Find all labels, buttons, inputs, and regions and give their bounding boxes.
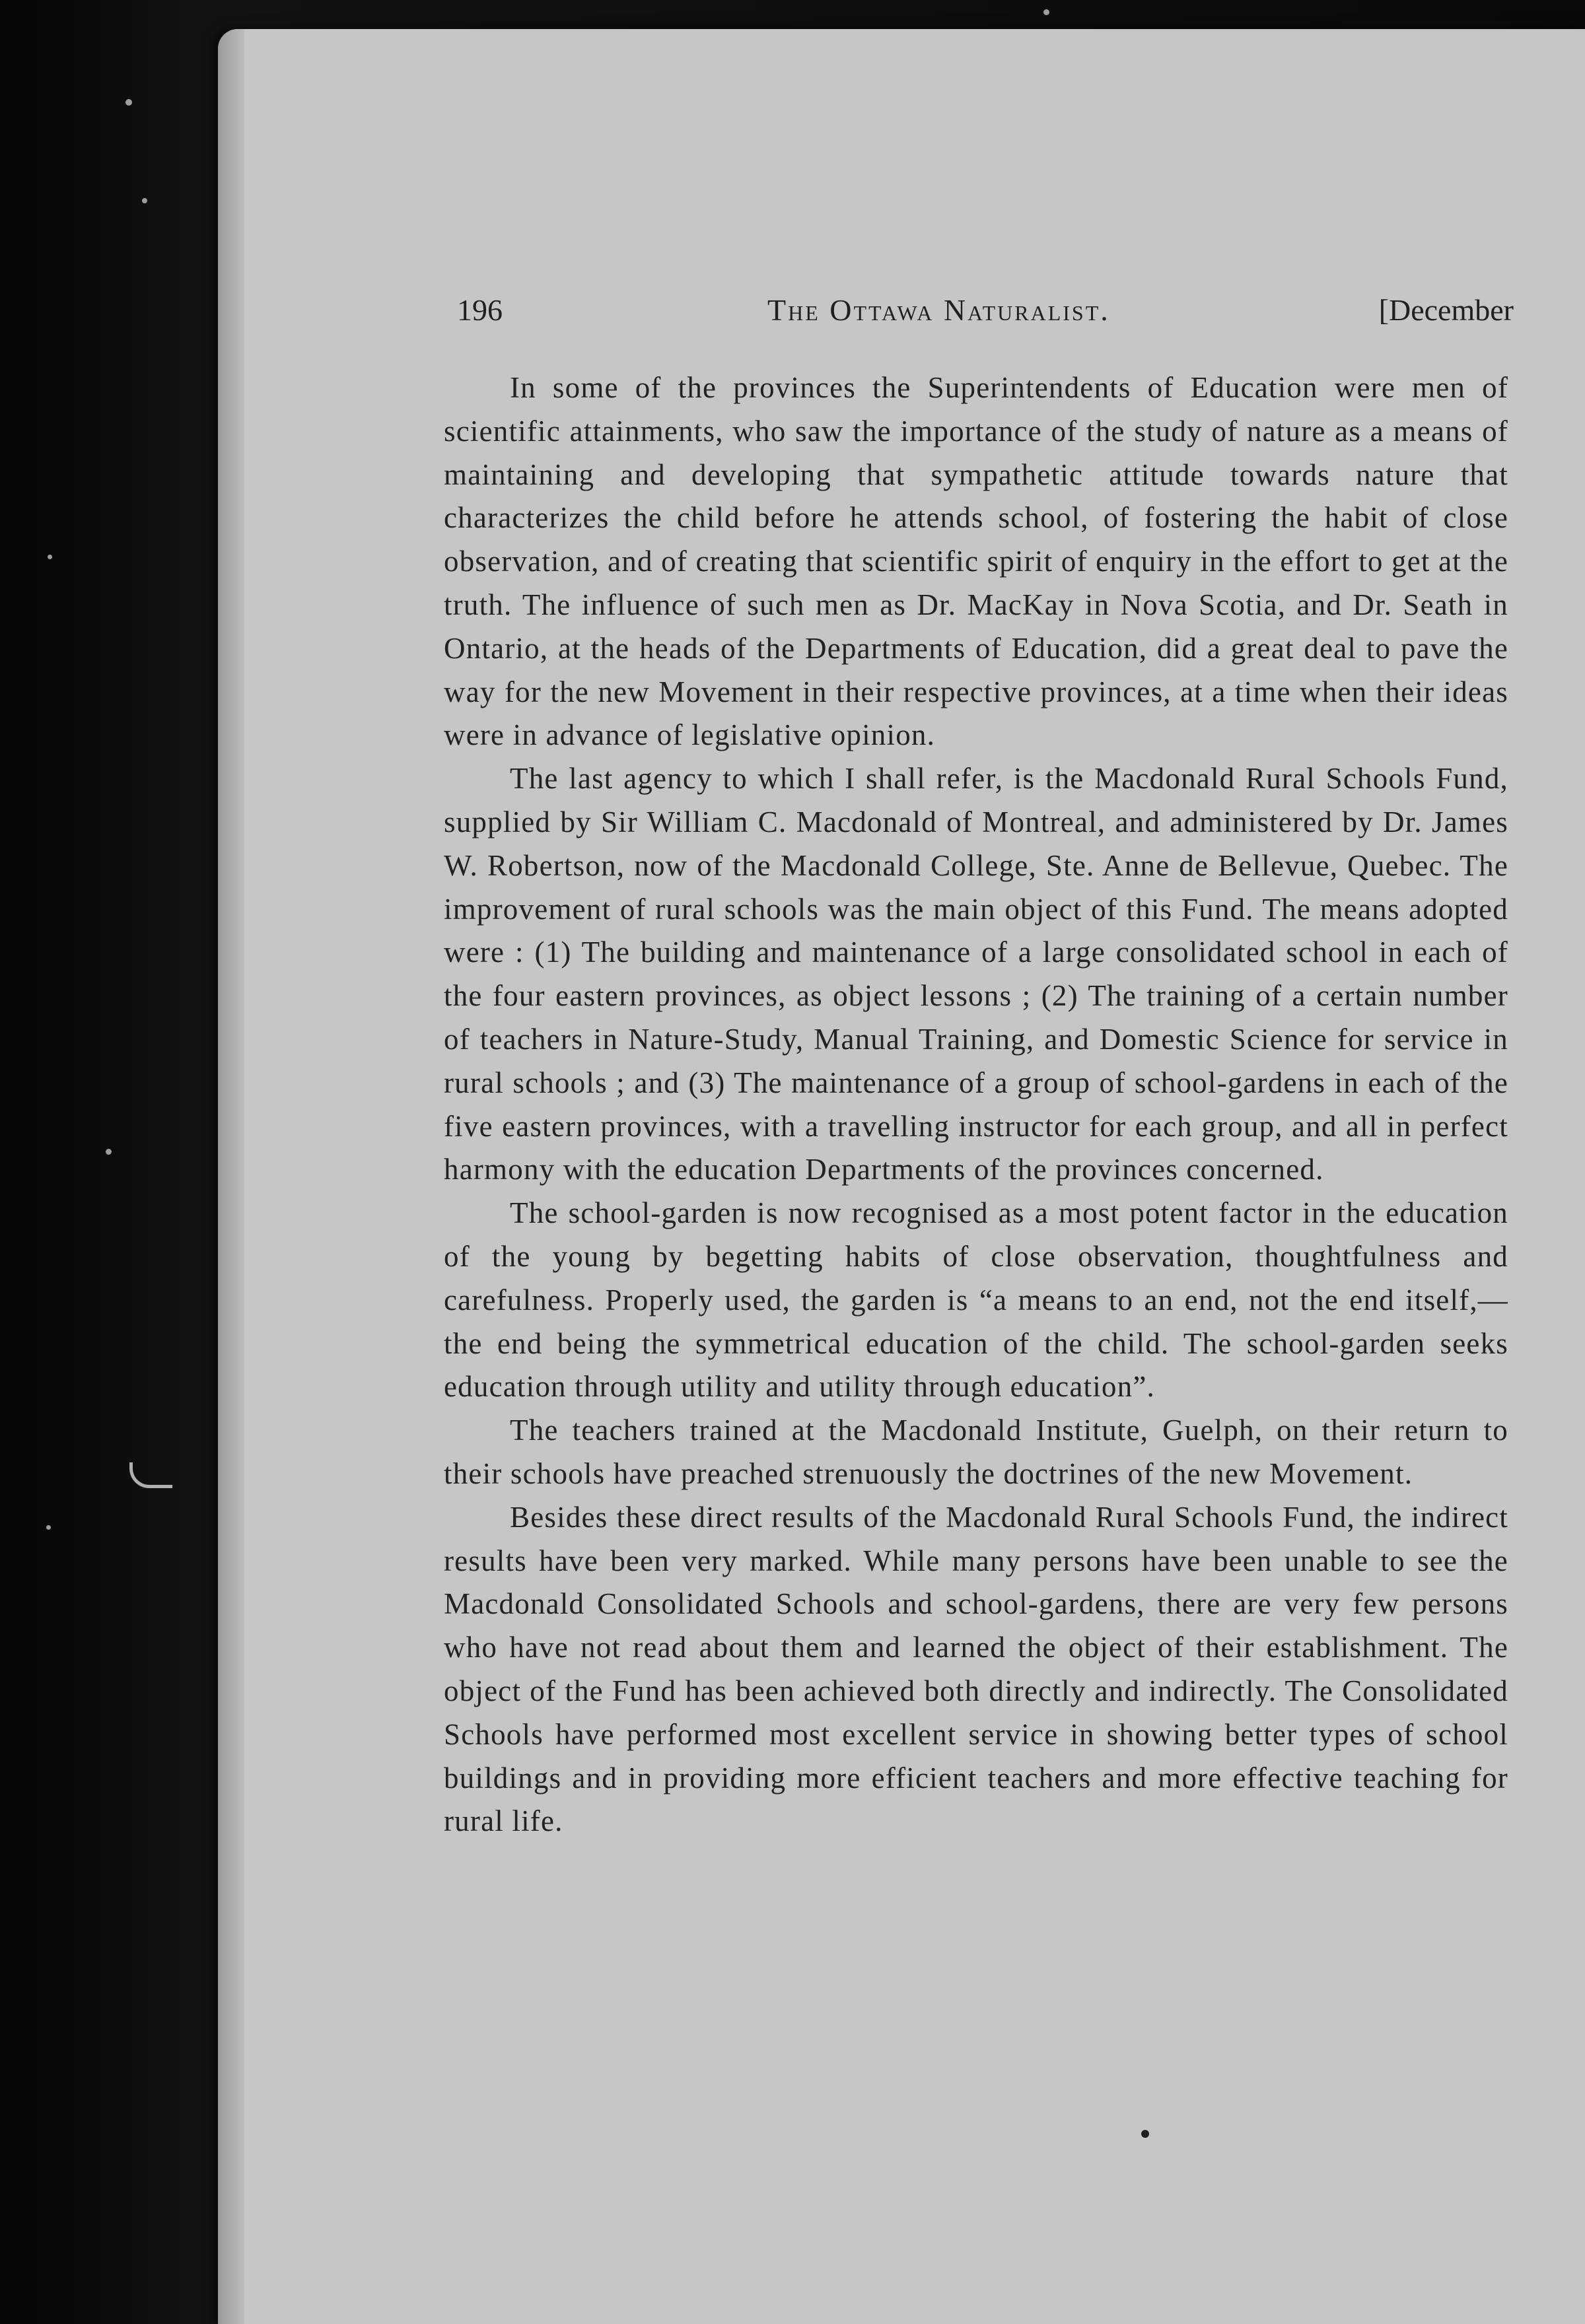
dust-speck xyxy=(125,99,132,106)
paragraph-macdonald-fund: The last agency to which I shall refer, is the Macdonald Rural Schools Fund, supplied by Sir William C. Macdonald of Montreal, and administered by Dr. James W. Robertson, now of the Macdonald College, Ste. Anne de Bellevue, Quebec. The improvement of rural schools was the main object of this Fund. The means adopted were : (1) The building and maintenance of a large consolidated school in each of the four eastern provinces, as object lessons ; (2) The training of a certain number of teachers in Nature-Study, Manual Training, and Domestic Science for service in rural schools ; and (3) The maintenance of a group of school-gardens in each of the five eastern provinces, with a travelling instructor for each group, and all in perfect harmony with the education Departments of the provinces concerned. xyxy=(444,762,1508,1186)
dust-speck xyxy=(46,1525,51,1530)
running-head xyxy=(457,290,1514,330)
journal-title: The Ottawa Naturalist. xyxy=(767,293,1110,327)
dust-speck xyxy=(142,198,147,203)
paragraph-superintendents: In some of the provinces the Superintendents of Education were men of scientific attainments, who saw the importance of the study of nature as a means of maintaining and developing that sympathetic attitude towards nature that characterizes the child before he attends school, of fostering the habit of close observation, and of creating that scientific spirit of enquiry in the effort to get at the truth. The influence of such men as Dr. MacKay in Nova Scotia, and Dr. Seath in Ontario, at the heads of the Departments of Education, did a great deal to pave the way for the new Movement in their respective provinces, at a time when their ideas were in advance of legislative opinion. xyxy=(444,371,1508,752)
page-number: 196 xyxy=(457,293,503,327)
paragraph-indirect-results: Besides these direct results of the Macdonald Rural Schools Fund, the indirect results have been very marked. While many persons have been unable to see the Macdonald Consolidated Schools and school-gardens, there are very few persons who have not read about them and learned the object of their establishment. The object of the Fund has been achieved both directly and indirectly. The Consolidated Schools have performed most excellent service in showing better types of school buildings and in providing more efficient teachers and more effective teaching for rural life. xyxy=(444,1500,1508,1838)
dust-speck xyxy=(106,1149,112,1155)
ink-dot xyxy=(1141,2130,1149,2138)
dust-speck xyxy=(48,555,52,559)
article-body xyxy=(444,366,1508,1843)
paragraph-teachers-trained: The teachers trained at the Macdonald Institute, Guelph, on their return to their schools have preached strenuously the doctrines of the new Movement. xyxy=(444,1414,1508,1490)
issue-month: [December xyxy=(1378,293,1514,327)
paragraph-school-garden: The school-garden is now recognised as a most potent factor in the education of the young by begetting habits of close observation, thoughtfulness and carefulness. Properly used, the garden is “a means to an end, not the end itself,—the end being the symmetrical education of the child. The school-garden seeks education through utility and utility through education”. xyxy=(444,1196,1508,1404)
dust-speck xyxy=(1043,9,1049,15)
